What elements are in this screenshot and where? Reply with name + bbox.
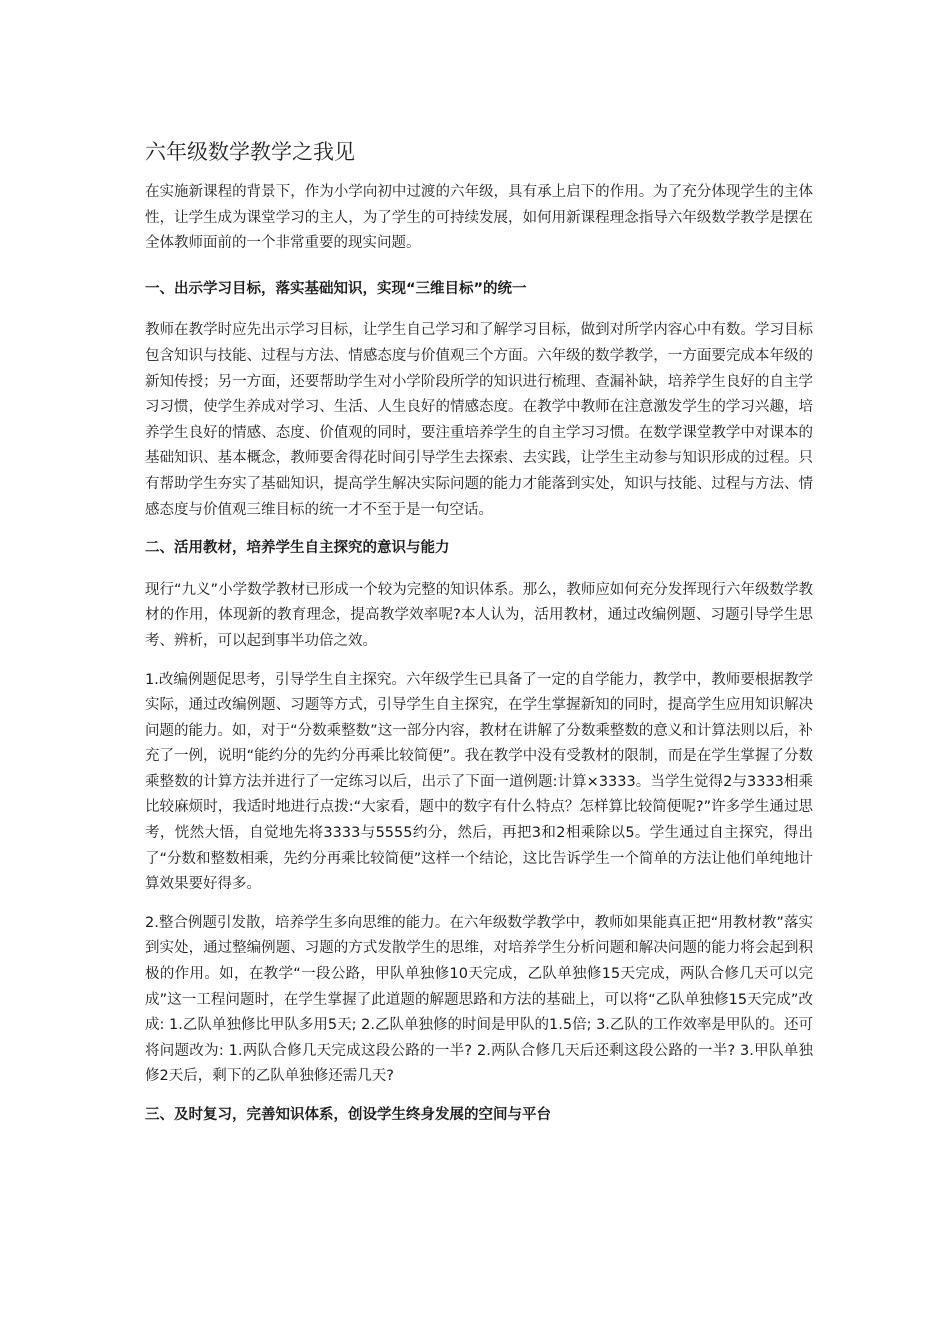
section-3-heading: 三、及时复习，完善知识体系，创设学生终身发展的空间与平台 [145, 1107, 551, 1123]
section-2-paragraph-1: 现行“九义”小学数学教材已形成一个较为完整的知识体系。那么，教师应如何充分发挥现行六年级数学教材的作用，体现新的教育理念，提高教学效率呢?本人认为，活用教材，通过改编例题、习题引导学生思考、辨析，可以起到事半功倍之效。 [145, 581, 813, 649]
section-1-paragraph: 教师在教学时应先出示学习目标，让学生自己学习和了解学习目标，做到对所学内容心中有数。学习目标包含知识与技能、过程与方法、情感态度与价值观三个方面。六年级的数学教学，一方面要完成本年级的新知传授；另一方面，还要帮助学生对小学阶段所学的知识进行梳理、查漏补缺，培养学生良好的自主学习习惯，使学生养成对学习、生活、人生良好的情感态度。在教学中教师在注意激发学生的学习兴趣，培养学生良好的情感、态度、价值观的同时，要注重培养学生的自主学习习惯。在数学课堂教学中对课本的基础知识、基本概念，教师要舍得花时间引导学生去探索、去实践，让学生主动参与知识形成的过程。只有帮助学生夯实了基础知识，提高学生解决实际问题的能力才能落到实处，知识与技能、过程与方法、情感态度与价值观三维目标的统一才不至于是一句空话。 [145, 322, 813, 518]
section-1-heading: 一、出示学习目标，落实基础知识，实现“三维目标”的统一 [145, 280, 527, 297]
intro-paragraph: 在实施新课程的背景下，作为小学向初中过渡的六年级，具有承上启下的作用。为了充分体现学生的主体性，让学生成为课堂学习的主人，为了学生的可持续发展，如何用新课程理念指导六年级数学教学是摆在全体教师面前的一个非常重要的现实问题。 [145, 184, 813, 252]
document-page [145, 136, 813, 1145]
section-2-heading: 二、活用教材，培养学生自主探究的意识与能力 [145, 540, 450, 557]
section-2-paragraph-3: 2.整合例题引发散，培养学生多向思维的能力。在六年级数学教学中，教师如果能真正把“用教材教”落实到实处，通过整编例题、习题的方式发散学生的思维，对培养学生分析问题和解决问题的能力将会起到积极的作用。如，在教学“一段公路，甲队单独修10天完成，乙队单独修15天完成，两队合修几天可以完成”这一工程问题时，在学生掌握了此道题的解题思路和方法的基础上，可以将“乙队单独修15天完成”改成: 1.乙队单独修比甲队多用5天; 2.乙队单独修的时间是甲队的1.5倍; 3.乙队的工作效率是甲队的。还可将问题改为: 1.两队合修几天完成这段公路的一半? 2.两队合修几天后还剩这段公路的一半? 3.甲队单独修2天后，剩下的乙队单独修还需几天? [145, 914, 813, 1085]
document-title: 六年级数学教学之我见 [145, 140, 355, 164]
section-2-paragraph-2: 1.改编例题促思考，引导学生自主探究。六年级学生已具备了一定的自学能力，教学中，教师要根据教学实际，通过改编例题、习题等方式，引导学生自主探究，在学生掌握新知的同时，提高学生应用知识解决问题的能力。如，对于“分数乘整数”这一部分内容，教材在讲解了分数乘整数的意义和计算法则以后，补充了一例，说明“能约分的先约分再乘比较简便”。我在教学中没有受教材的限制，而是在学生掌握了分数乘整数的计算方法并进行了一定练习以后，出示了下面一道例题:计算×3333。当学生觉得2与3333相乘比较麻烦时，我适时地进行点拨:“大家看，题中的数字有什么特点？怎样算比较简便呢?”许多学生通过思考，恍然大悟，自觉地先将3333与5555约分，然后，再把3和2相乘除以5。学生通过自主探究，得出了“分数和整数相乘，先约分再乘比较简便”这样一个结论，这比告诉学生一个简单的方法让他们单纯地计算效果要好得多。 [145, 671, 813, 893]
